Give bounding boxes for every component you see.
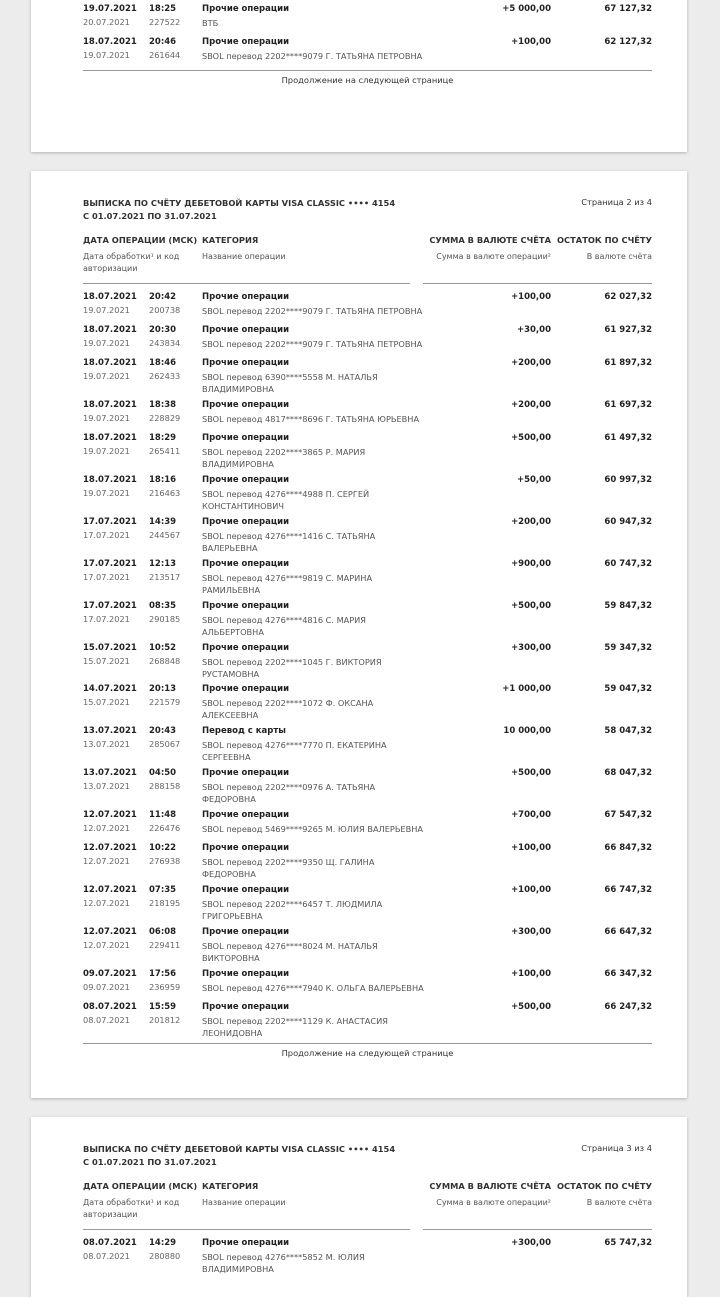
operation-amount: +30,00 [516, 325, 551, 335]
operation-amount: +100,00 [511, 885, 551, 895]
column-subheader-balance: В валюте счёта [586, 1198, 652, 1207]
table-row [83, 843, 652, 877]
account-balance: 66 647,32 [604, 927, 652, 937]
operation-category: Прочие операции [202, 601, 290, 611]
table-row [83, 726, 652, 760]
table-row [83, 1238, 652, 1272]
account-balance: 61 927,32 [604, 325, 652, 335]
table-row [83, 684, 652, 718]
operation-date: 08.07.2021 [83, 1238, 137, 1248]
operation-amount: +1 000,00 [502, 684, 551, 694]
column-header-category: КАТЕГОРИЯ [202, 235, 259, 245]
operation-description: SBOL перевод 6390****5558 М. НАТАЛЬЯ ВЛАДИМИРОВНА [202, 372, 378, 394]
processing-date: 15.07.2021 [83, 656, 130, 666]
auth-code: 216463 [149, 488, 181, 498]
operation-time: 18:46 [149, 358, 177, 368]
statement-title [83, 1143, 395, 1168]
operation-description: SBOL перевод 2202****1072 Ф. ОКСАНА АЛЕКСЕЕВНА [202, 698, 374, 720]
account-balance: 66 247,32 [604, 1002, 652, 1012]
operation-time: 10:22 [149, 843, 177, 853]
operation-description: SBOL перевод 4276****4988 П. СЕРГЕЙ КОНСТАНТИНОВИЧ [202, 489, 370, 511]
operation-amount: +500,00 [511, 601, 551, 611]
header-rule-right [423, 1229, 652, 1230]
operation-description: SBOL перевод 4276****8024 М. НАТАЛЬЯ ВИКТОРОВНА [202, 941, 378, 963]
auth-code: 213517 [149, 572, 181, 582]
processing-date: 13.07.2021 [83, 781, 130, 791]
operation-category: Прочие операции [202, 885, 290, 895]
processing-date: 20.07.2021 [83, 17, 130, 27]
operation-amount: +500,00 [511, 768, 551, 778]
account-balance: 59 347,32 [604, 643, 652, 653]
operation-amount: +200,00 [511, 400, 551, 410]
operation-time: 15:59 [149, 1002, 177, 1012]
operation-category: Прочие операции [202, 927, 290, 937]
operation-date: 09.07.2021 [83, 969, 137, 979]
auth-code: 261644 [149, 50, 181, 60]
operation-date: 15.07.2021 [83, 643, 137, 653]
operation-time: 20:46 [149, 37, 177, 47]
operation-date: 18.07.2021 [83, 433, 137, 443]
auth-code: 243834 [149, 338, 181, 348]
auth-code: 226476 [149, 823, 181, 833]
operation-description: SBOL перевод 4276****9819 С. МАРИНА РАМИЛЬЕВНА [202, 573, 373, 595]
table-row [83, 969, 652, 1003]
operation-amount: +500,00 [511, 433, 551, 443]
operation-date: 12.07.2021 [83, 843, 137, 853]
auth-code: 268848 [149, 656, 181, 666]
account-balance: 61 697,32 [604, 400, 652, 410]
account-balance: 66 847,32 [604, 843, 652, 853]
operation-description: SBOL перевод 4276****1416 С. ТАТЬЯНА ВАЛЕРЬЕВНА [202, 531, 376, 553]
processing-date: 19.07.2021 [83, 305, 130, 315]
operation-date: 19.07.2021 [83, 4, 137, 14]
operation-category: Прочие операции [202, 358, 290, 368]
operation-date: 18.07.2021 [83, 292, 137, 302]
table-row [83, 927, 652, 961]
statement-page-1 [31, 0, 687, 152]
account-balance: 60 997,32 [604, 475, 652, 485]
statement-page-3 [31, 1117, 687, 1297]
account-balance: 67 547,32 [604, 810, 652, 820]
continued-note: Продолжение на следующей странице [281, 1048, 454, 1058]
auth-code: 288158 [149, 781, 181, 791]
statement-period: С 01.07.2021 ПО 31.07.2021 [83, 1156, 217, 1167]
operation-description: SBOL перевод 2202****9079 Г. ТАТЬЯНА ПЕТРОВНА [202, 306, 423, 316]
operation-description: SBOL перевод 2202****1045 Г. ВИКТОРИЯ РУСТАМОВНА [202, 657, 382, 679]
header-rule-left [83, 283, 410, 284]
column-header-balance: ОСТАТОК ПО СЧЁТУ [556, 1181, 652, 1191]
operation-amount: +300,00 [511, 1238, 551, 1248]
operation-time: 06:08 [149, 927, 177, 937]
operation-date: 13.07.2021 [83, 726, 137, 736]
continued-note: Продолжение на следующей странице [281, 75, 454, 85]
account-balance: 59 847,32 [604, 601, 652, 611]
table-row [83, 559, 652, 593]
operation-description: SBOL перевод 2202****9350 Щ. ГАЛИНА ФЕДОРОВНА [202, 857, 375, 879]
operation-amount: +300,00 [511, 927, 551, 937]
operation-amount: +500,00 [511, 1002, 551, 1012]
account-balance: 60 747,32 [604, 559, 652, 569]
operation-category: Прочие операции [202, 969, 290, 979]
operation-description: ВТБ [202, 18, 219, 28]
table-row [83, 4, 652, 38]
table-row [83, 325, 652, 359]
auth-code: 227522 [149, 17, 181, 27]
operation-date: 18.07.2021 [83, 475, 137, 485]
table-row [83, 810, 652, 844]
operation-date: 17.07.2021 [83, 517, 137, 527]
processing-date: 09.07.2021 [83, 982, 130, 992]
operation-amount: +100,00 [511, 843, 551, 853]
operation-category: Прочие операции [202, 475, 290, 485]
operation-amount: +200,00 [511, 358, 551, 368]
table-row [83, 475, 652, 509]
statement-page-2 [31, 171, 687, 1098]
operation-category: Прочие операции [202, 292, 290, 302]
operation-amount: +900,00 [511, 559, 551, 569]
statement-title [83, 197, 395, 222]
account-balance: 61 497,32 [604, 433, 652, 443]
processing-date: 17.07.2021 [83, 614, 130, 624]
table-row [83, 358, 652, 392]
statement-title-line1: ВЫПИСКА ПО СЧЁТУ ДЕБЕТОВОЙ КАРТЫ VISA CLASSIC •••• 4154 [83, 198, 396, 208]
operation-category: Прочие операции [202, 768, 290, 778]
operation-amount: +700,00 [511, 810, 551, 820]
processing-date: 12.07.2021 [83, 823, 130, 833]
processing-date: 17.07.2021 [83, 572, 130, 582]
auth-code: 276938 [149, 856, 181, 866]
processing-date: 17.07.2021 [83, 530, 130, 540]
table-row [83, 643, 652, 677]
operation-description: SBOL перевод 4276****4816 С. МАРИЯ АЛЬБЕРТОВНА [202, 615, 366, 637]
operation-time: 10:52 [149, 643, 177, 653]
auth-code: 265411 [149, 446, 181, 456]
operation-time: 04:50 [149, 768, 177, 778]
operation-description: SBOL перевод 2202****3865 Р. МАРИЯ ВЛАДИМИРОВНА [202, 447, 366, 469]
operation-time: 20:42 [149, 292, 177, 302]
table-row [83, 433, 652, 467]
operation-time: 18:16 [149, 475, 177, 485]
operation-category: Прочие операции [202, 1002, 290, 1012]
operation-time: 20:30 [149, 325, 177, 335]
processing-date: 19.07.2021 [83, 50, 130, 60]
table-bottom-rule [83, 1043, 652, 1044]
operation-amount: +100,00 [511, 969, 551, 979]
processing-date: 19.07.2021 [83, 446, 130, 456]
auth-code: 290185 [149, 614, 181, 624]
table-row [83, 292, 652, 326]
operation-description: SBOL перевод 2202****9079 Г. ТАТЬЯНА ПЕТРОВНА [202, 339, 423, 349]
processing-date: 19.07.2021 [83, 413, 130, 423]
processing-date: 12.07.2021 [83, 898, 130, 908]
auth-code: 285067 [149, 739, 181, 749]
processing-date: 12.07.2021 [83, 856, 130, 866]
table-row [83, 37, 652, 71]
operation-category: Прочие операции [202, 4, 290, 14]
auth-code: 218195 [149, 898, 181, 908]
operation-time: 20:13 [149, 684, 177, 694]
operation-time: 08:35 [149, 601, 177, 611]
account-balance: 68 047,32 [604, 768, 652, 778]
operation-time: 20:43 [149, 726, 177, 736]
column-subheader-category: Название операции [202, 1198, 286, 1207]
operation-time: 14:39 [149, 517, 177, 527]
operation-description: SBOL перевод 4276****7940 К. ОЛЬГА ВАЛЕРЬЕВНА [202, 983, 424, 993]
operation-category: Прочие операции [202, 517, 290, 527]
operation-category: Прочие операции [202, 684, 290, 694]
processing-date: 08.07.2021 [83, 1251, 130, 1261]
operation-time: 14:29 [149, 1238, 177, 1248]
auth-code: 229411 [149, 940, 181, 950]
operation-time: 18:29 [149, 433, 177, 443]
column-header-sum: СУММА В ВАЛЮТЕ СЧЁТА [429, 235, 551, 245]
processing-date: 19.07.2021 [83, 371, 130, 381]
operation-category: Прочие операции [202, 1238, 290, 1248]
operation-category: Прочие операции [202, 559, 290, 569]
table-row [83, 768, 652, 802]
operation-time: 07:35 [149, 885, 177, 895]
operation-category: Прочие операции [202, 433, 290, 443]
column-header-sum: СУММА В ВАЛЮТЕ СЧЁТА [429, 1181, 551, 1191]
header-rule-left [83, 1229, 410, 1230]
operation-category: Прочие операции [202, 400, 290, 410]
operation-date: 12.07.2021 [83, 885, 137, 895]
operation-description: SBOL перевод 2202****1129 К. АНАСТАСИЯ ЛЕОНИДОВНА [202, 1016, 388, 1038]
operation-date: 18.07.2021 [83, 400, 137, 410]
auth-code: 262433 [149, 371, 181, 381]
account-balance: 66 747,32 [604, 885, 652, 895]
operation-date: 17.07.2021 [83, 559, 137, 569]
account-balance: 60 947,32 [604, 517, 652, 527]
account-balance: 67 127,32 [604, 4, 652, 14]
operation-amount: +100,00 [511, 292, 551, 302]
operation-date: 18.07.2021 [83, 37, 137, 47]
operation-amount: +5 000,00 [502, 4, 551, 14]
operation-category: Прочие операции [202, 37, 290, 47]
table-bottom-rule [83, 70, 652, 71]
processing-date: 15.07.2021 [83, 697, 130, 707]
account-balance: 61 897,32 [604, 358, 652, 368]
column-header-date: ДАТА ОПЕРАЦИИ (МСК) [83, 1181, 198, 1191]
page-number: Страница 3 из 4 [581, 1143, 652, 1153]
processing-date: 08.07.2021 [83, 1015, 130, 1025]
operation-time: 12:13 [149, 559, 177, 569]
operation-description: SBOL перевод 4276****5852 М. ЮЛИЯ ВЛАДИМИРОВНА [202, 1252, 365, 1274]
operation-amount: +100,00 [511, 37, 551, 47]
column-header-date: ДАТА ОПЕРАЦИИ (МСК) [83, 235, 198, 245]
account-balance: 66 347,32 [604, 969, 652, 979]
account-balance: 62 027,32 [604, 292, 652, 302]
operation-description: SBOL перевод 4817****8696 Г. ТАТЬЯНА ЮРЬЕВНА [202, 414, 420, 424]
operation-date: 14.07.2021 [83, 684, 137, 694]
processing-date: 13.07.2021 [83, 739, 130, 749]
operation-amount: +50,00 [516, 475, 551, 485]
statement-title-line1: ВЫПИСКА ПО СЧЁТУ ДЕБЕТОВОЙ КАРТЫ VISA CLASSIC •••• 4154 [83, 1144, 396, 1154]
column-subheader-date: Дата обработки¹ и код авторизации [83, 252, 180, 273]
operation-time: 18:25 [149, 4, 177, 14]
operation-date: 08.07.2021 [83, 1002, 137, 1012]
operation-category: Прочие операции [202, 810, 290, 820]
table-row [83, 885, 652, 919]
column-subheader-category: Название операции [202, 252, 286, 261]
operation-time: 17:56 [149, 969, 177, 979]
auth-code: 221579 [149, 697, 181, 707]
auth-code: 236959 [149, 982, 181, 992]
column-subheader-balance: В валюте счёта [586, 252, 652, 261]
operation-category: Прочие операции [202, 643, 290, 653]
column-subheader-sum: Сумма в валюте операции² [436, 1198, 551, 1207]
column-header-category: КАТЕГОРИЯ [202, 1181, 259, 1191]
auth-code: 201812 [149, 1015, 181, 1025]
operation-description: SBOL перевод 2202****9079 Г. ТАТЬЯНА ПЕТРОВНА [202, 51, 423, 61]
header-rule-right [423, 283, 652, 284]
operation-date: 17.07.2021 [83, 601, 137, 611]
operation-time: 11:48 [149, 810, 177, 820]
auth-code: 244567 [149, 530, 181, 540]
operation-date: 13.07.2021 [83, 768, 137, 778]
page-number: Страница 2 из 4 [581, 197, 652, 207]
operation-description: SBOL перевод 2202****0976 А. ТАТЬЯНА ФЕДОРОВНА [202, 782, 376, 804]
operation-date: 12.07.2021 [83, 927, 137, 937]
auth-code: 200738 [149, 305, 181, 315]
account-balance: 65 747,32 [604, 1238, 652, 1248]
auth-code: 280880 [149, 1251, 181, 1261]
operation-date: 18.07.2021 [83, 358, 137, 368]
operation-description: SBOL перевод 5469****9265 М. ЮЛИЯ ВАЛЕРЬЕВНА [202, 824, 423, 834]
operation-category: Перевод с карты [202, 726, 286, 736]
statement-period: С 01.07.2021 ПО 31.07.2021 [83, 210, 217, 221]
column-subheader-sum: Сумма в валюте операции² [436, 252, 551, 261]
operation-category: Прочие операции [202, 325, 290, 335]
operation-date: 18.07.2021 [83, 325, 137, 335]
operation-amount: 10 000,00 [503, 726, 551, 736]
account-balance: 59 047,32 [604, 684, 652, 694]
operation-amount: +300,00 [511, 643, 551, 653]
operation-description: SBOL перевод 2202****6457 Т. ЛЮДМИЛА ГРИГОРЬЕВНА [202, 899, 383, 921]
operation-amount: +200,00 [511, 517, 551, 527]
account-balance: 58 047,32 [604, 726, 652, 736]
table-row [83, 400, 652, 434]
table-row [83, 601, 652, 635]
processing-date: 19.07.2021 [83, 338, 130, 348]
account-balance: 62 127,32 [604, 37, 652, 47]
operation-date: 12.07.2021 [83, 810, 137, 820]
operation-time: 18:38 [149, 400, 177, 410]
operation-description: SBOL перевод 4276****7770 П. ЕКАТЕРИНА СЕРГЕЕВНА [202, 740, 387, 762]
processing-date: 12.07.2021 [83, 940, 130, 950]
column-subheader-date: Дата обработки¹ и код авторизации [83, 1198, 180, 1219]
auth-code: 228829 [149, 413, 181, 423]
table-row [83, 1002, 652, 1036]
table-row [83, 517, 652, 551]
operation-category: Прочие операции [202, 843, 290, 853]
column-header-balance: ОСТАТОК ПО СЧЁТУ [556, 235, 652, 245]
processing-date: 19.07.2021 [83, 488, 130, 498]
